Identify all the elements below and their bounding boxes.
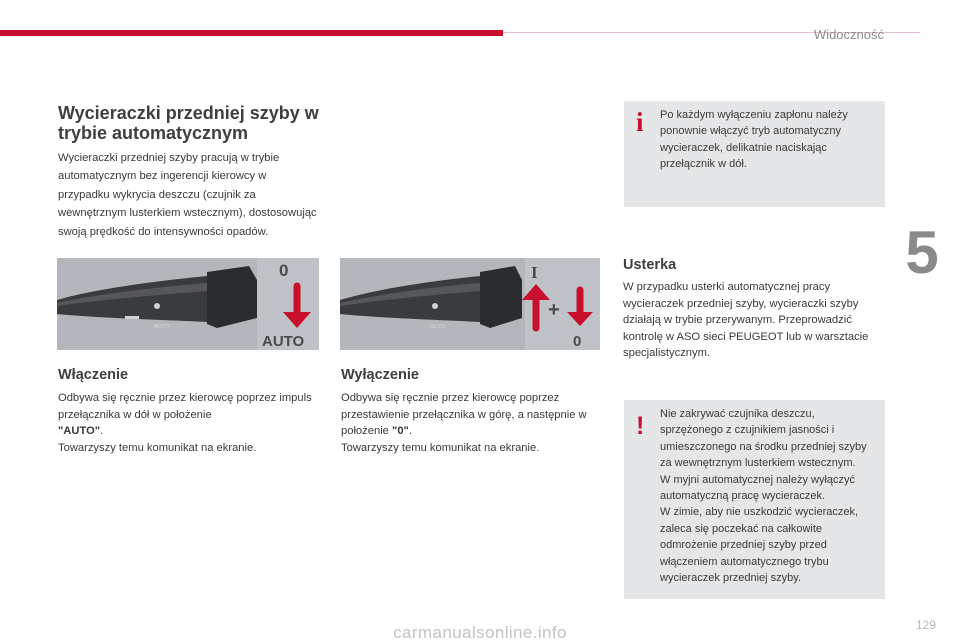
switch-on-title: Włączenie xyxy=(58,367,129,383)
wiper-stalk-off-image xyxy=(340,258,600,350)
label-position-0-off: 0 xyxy=(573,333,582,350)
wiper-stalk-auto-illustration xyxy=(57,258,319,350)
svg-text:AUTO: AUTO xyxy=(154,324,170,330)
info-text: Po każdym wyłączeniu zapłonu należy ponownie włączyć tryb automatyczny wycieraczek, delikatnie naciskając przełącznik w dół. xyxy=(660,109,848,171)
wiper-stalk-off-illustration xyxy=(340,258,600,350)
warning-box xyxy=(624,400,885,599)
warning-p1: Nie zakrywać czujnika deszczu, sprzężonego z czujnikiem jasności i umieszczonego na środku przedniej szyby za wewnętrznym lusterkiem wstecznym. xyxy=(660,408,867,470)
svg-text:AUTO: AUTO xyxy=(430,324,446,330)
switch-on-line2: Towarzyszy temu komunikat na ekranie. xyxy=(58,441,257,454)
label-position-auto: AUTO xyxy=(262,333,305,350)
info-icon: i xyxy=(636,107,644,137)
watermark: carmanualsonline.info xyxy=(393,623,567,642)
chapter-number: 5 xyxy=(905,219,939,286)
warning-icon: ! xyxy=(636,412,645,440)
switch-off-line1: Odbywa się ręcznie przez kierowcę poprzez przestawienie przełącznika w górę, a następnie w położenie xyxy=(341,392,587,438)
switch-off-text xyxy=(341,390,606,456)
section-title: Widoczność xyxy=(813,27,884,42)
fault-text: W przypadku usterki automatycznej pracy wycieraczek przedniej szyby, wycieraczki szyby działają w trybie przerywanym. Przeprowadzić kontrolę w ASO sieci PEUGEOT lub w warsztacie specjalistycznym. xyxy=(623,281,869,360)
switch-on-text xyxy=(58,390,320,456)
warning-text xyxy=(660,406,878,586)
switch-off-end: . xyxy=(408,425,412,438)
switch-off-value: "0" xyxy=(392,425,409,438)
wiper-stalk-auto-image xyxy=(57,258,319,350)
intro-text: Wycieraczki przedniej szyby pracują w trybie automatycznym bez ingerencji kierowcy w przypadku wykrycia deszczu (czujnik za wewnętrznym lusterkiem wstecznym), dostosowując swoją prędkość do intensywności opadów. xyxy=(58,152,317,238)
label-position-0: 0 xyxy=(279,261,289,280)
warning-p3: W zimie, aby nie uszkodzić wycieraczek, zaleca się poczekać na całkowite odmrożenie przedniej szyby przed włączeniem automatycznego trybu wycieraczek przedniej szyby. xyxy=(660,506,859,585)
label-position-i: I xyxy=(531,263,538,282)
fault-title: Usterka xyxy=(623,257,677,273)
switch-off-title: Wyłączenie xyxy=(341,367,419,383)
warning-p2: W myjni automatycznej należy wyłączyć automatyczną pracę wycieraczek. xyxy=(660,473,856,503)
info-box xyxy=(624,101,885,207)
svg-text:+: + xyxy=(548,299,560,321)
switch-on-value: "AUTO" xyxy=(58,425,101,438)
switch-on-end: . xyxy=(100,425,104,438)
switch-off-line2: Towarzyszy temu komunikat na ekranie. xyxy=(341,441,540,454)
page-number: 129 xyxy=(915,618,936,632)
page-title: Wycieraczki przedniej szyby w trybie automatycznym xyxy=(58,103,319,143)
switch-on-line1: Odbywa się ręcznie przez kierowcę poprzez impuls przełącznika w dół w położenie xyxy=(58,392,312,421)
header-accent-bar xyxy=(0,30,503,36)
